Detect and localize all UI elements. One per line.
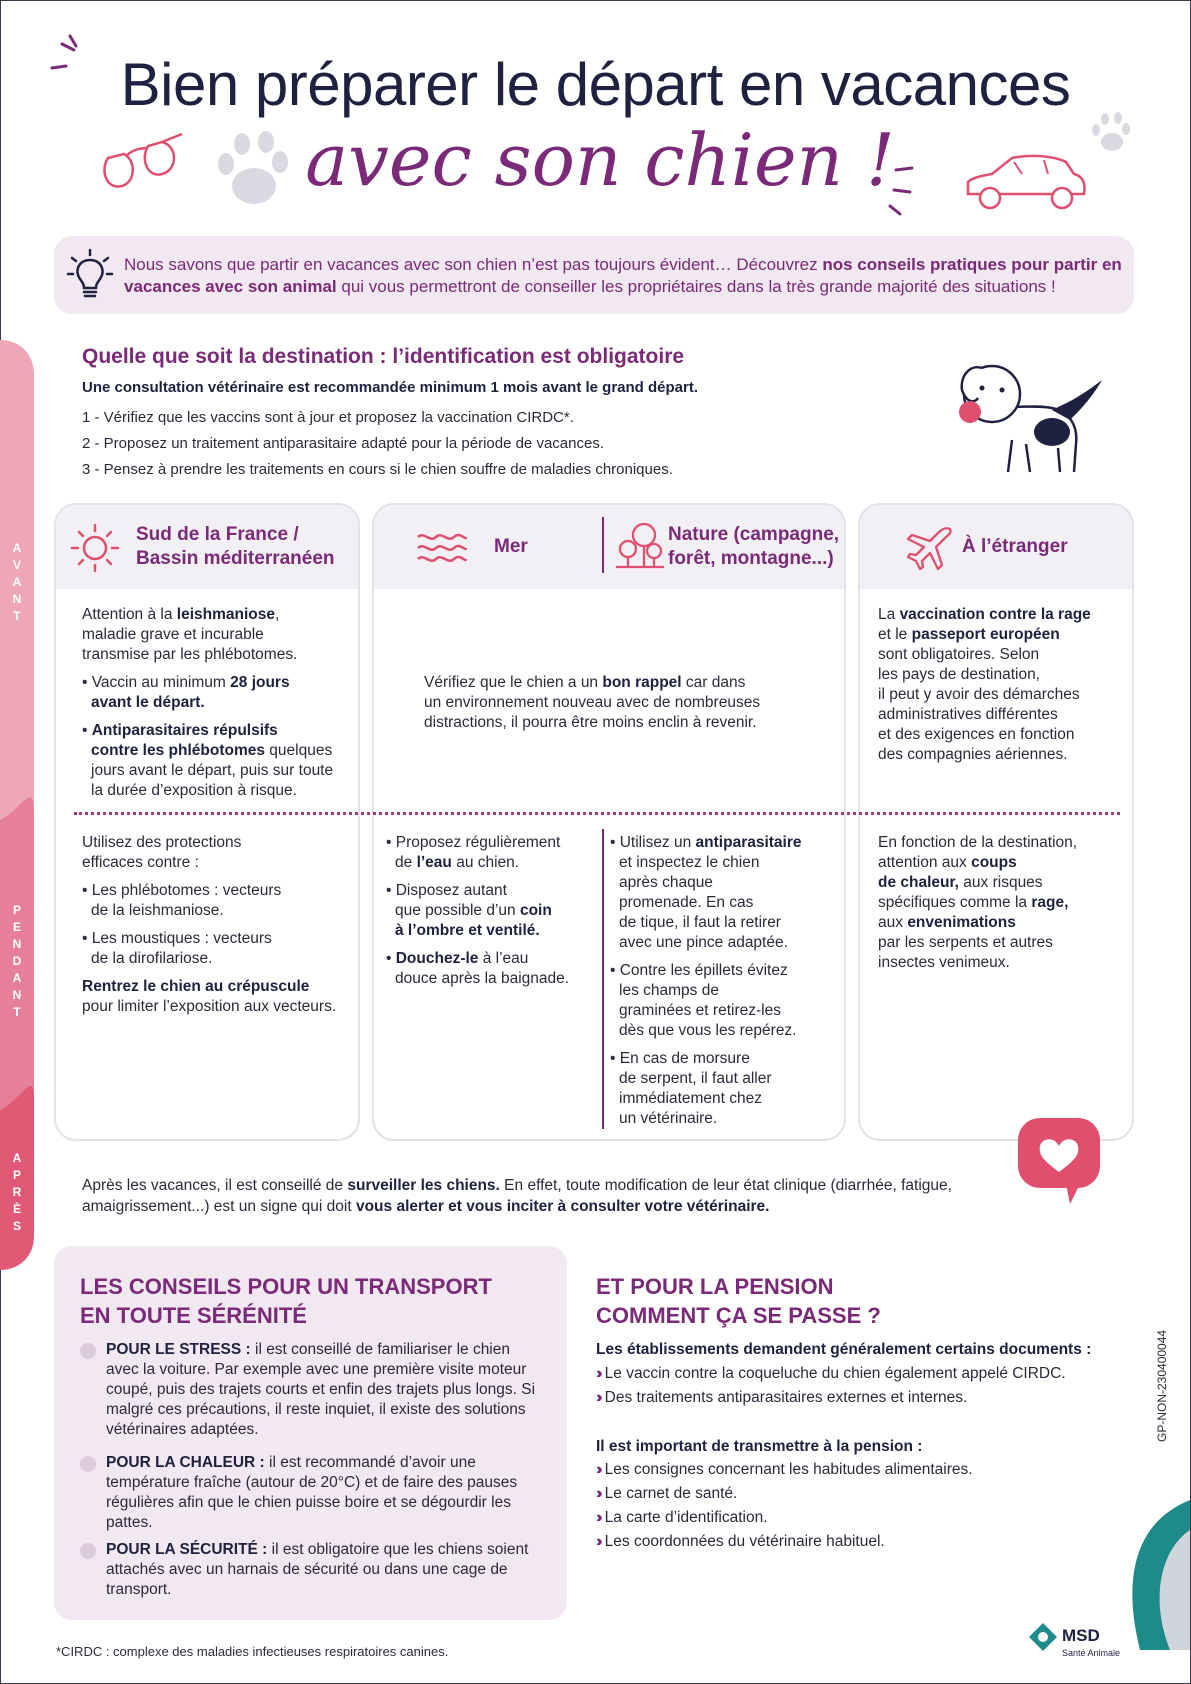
column-etranger	[858, 503, 1134, 1141]
transport-chaleur: POUR LA CHALEUR : il est recommandé d’avoir une température fraîche (autour de 20°C) et de faire des pauses régulières afin que le chien puisse boire et se dégourdir les pattes.	[106, 1454, 518, 1531]
heart-bubble-icon	[1016, 1116, 1102, 1206]
footnote: *CIRDC : complexe des maladies infectieuses respiratoires canines.	[56, 1644, 449, 1659]
transport-securite: POUR LA SÉCURITÉ : il est obligatoire que les chiens soient attachés avec un harnais de sécurité ou dans une cage de transport.	[106, 1541, 529, 1598]
chevron-right-icon: ››	[596, 1509, 599, 1526]
msd-logo-icon	[1028, 1622, 1058, 1652]
lightbulb-icon	[66, 248, 114, 302]
chevron-right-icon: ››	[596, 1461, 599, 1478]
identification-steps	[82, 406, 673, 484]
plane-icon	[906, 525, 954, 571]
paw-icon	[214, 130, 290, 210]
document-code: GP-NON-230400044	[1155, 1329, 1169, 1442]
identification-title: Quelle que soit la destination : l’identification est obligatoire	[82, 345, 685, 368]
intro-text: Nous savons que partir en vacances avec son chien n’est pas toujours évident… Découvrez nos conseils pratiques pour partir en vacances avec son animal qui vous permettront de conseiller les propriétaires dans la très grande majorité des situations !	[124, 255, 1122, 296]
chevron-right-icon: ››	[596, 1365, 599, 1382]
small-paw-icon	[1090, 112, 1130, 156]
transport-stress: POUR LE STRESS : il est conseillé de familiariser le chien avec la voiture. Par exemple avec une première visite moteur coupé, puis des trajets courts et enfin des trajets plus longs. Si malgré ces précautions, il reste inquiet, il existe des solutions vétérinaires adaptées.	[106, 1341, 536, 1438]
sidebar-label-apres: APRÈS	[12, 1151, 22, 1233]
chevron-right-icon: ››	[596, 1533, 599, 1550]
brand-sub: Santé Animale	[1062, 1648, 1121, 1658]
timeline-sidebar	[0, 340, 34, 1270]
pension-transmit-label: Il est important de transmettre à la pension :	[596, 1438, 923, 1455]
sud-avant-text: Attention à la leishmaniose, maladie grave et incurable transmise par les phlébotomes. • Vaccin au minimum 28 jours avant le départ. • Antiparasitaires répulsifs contre les phlébotomes quelques jours avant le départ, puis sur toute la durée d’exposition à risque.	[82, 606, 334, 799]
header-divider	[602, 517, 604, 573]
decorative-swoosh	[1110, 1500, 1190, 1650]
glasses-icon	[100, 130, 190, 198]
pension-transmit-item: ›› Le carnet de santé.	[596, 1485, 738, 1502]
column-mer-nature	[372, 503, 846, 1141]
transport-box	[54, 1246, 567, 1620]
pension-doc-item: ›› Des traitements antiparasitaires externes et internes.	[596, 1389, 968, 1406]
waves-icon	[416, 531, 468, 565]
pension-docs-label: Les établissements demandent généralement certains documents :	[596, 1341, 1092, 1358]
pension-transmit-item: ›› Les coordonnées du vétérinaire habituel.	[596, 1533, 885, 1550]
pension-title: ET POUR LA PENSION COMMENT ÇA SE PASSE ?	[596, 1274, 881, 1328]
column-mer-title: Mer	[494, 536, 528, 557]
trees-icon	[614, 519, 666, 575]
page-title: Bien préparer le départ en vacances	[120, 51, 1071, 118]
column-etranger-title: À l’étranger	[962, 536, 1068, 557]
avant-pendant-separator	[74, 812, 1120, 815]
identification-subtitle: Une consultation vétérinaire est recommandée minimum 1 mois avant le grand départ.	[82, 379, 699, 396]
mer-nature-avant-text: Vérifiez que le chien a un bon rappel car dans un environnement nouveau avec de nombreuses distractions, il pourra être moins enclin à revenir.	[424, 674, 761, 731]
etranger-avant-text: La vaccination contre la rage et le passeport européen sont obligatoires. Selon les pays de destination, il peut y avoir des démarches administratives différentes et des exigences en fonction des compagnies aériennes.	[878, 606, 1091, 763]
sparkle-left-icon	[50, 30, 90, 76]
dog-illustration	[952, 360, 1102, 480]
step-1: 1 - Vérifiez que les vaccins sont à jour et proposez la vaccination CIRDC*.	[82, 409, 574, 426]
transport-title: LES CONSEILS POUR UN TRANSPORT EN TOUTE SÉRÉNITÉ	[80, 1274, 492, 1328]
pendant-divider	[602, 829, 604, 1129]
after-vacation-text: Après les vacances, il est conseillé de surveiller les chiens. En effet, toute modification de leur état clinique (diarrhée, fatigue, amaigrissement...) est un signe qui doit vous alerter et vous inciter à consulter votre vétérinaire.	[82, 1177, 952, 1215]
step-2: 2 - Proposez un traitement antiparasitaire adapté pour la période de vacances.	[82, 435, 604, 452]
bullet-dot	[80, 1343, 96, 1359]
sidebar-label-pendant: PENDANT	[12, 903, 22, 1019]
sidebar-label-avant: AVANT	[12, 541, 22, 623]
chevron-right-icon: ››	[596, 1389, 599, 1406]
pension-transmit-item: ›› Les consignes concernant les habitudes alimentaires.	[596, 1461, 973, 1478]
column-nature-title: Nature (campagne, forêt, montagne...)	[668, 524, 840, 569]
column-sud-title: Sud de la France / Bassin méditerranéen	[136, 524, 335, 569]
intro-banner	[54, 236, 1134, 314]
car-icon	[962, 150, 1090, 214]
nature-pendant-text: • Utilisez un antiparasitaire et inspectez le chien après chaque promenade. En cas de tique, il faut la retirer avec une pince adaptée. • Contre les épillets évitez les champs de graminées et retirez-les dès que vous les repérez. • En cas de morsure de serpent, il faut aller immédiatement chez un vétérinaire.	[610, 834, 802, 1127]
chevron-right-icon: ››	[596, 1485, 599, 1502]
pension-doc-item: ›› Le vaccin contre la coqueluche du chien également appelé CIRDC.	[596, 1365, 1066, 1382]
brand-name: MSD	[1062, 1626, 1100, 1645]
sud-pendant-text: Utilisez des protections efficaces contre : • Les phlébotomes : vecteurs de la leishmaniose. • Les moustiques : vecteurs de la dirofilariose. Rentrez le chien au crépuscule pour limiter l’exposition aux vecteurs.	[82, 834, 337, 1015]
pension-transmit-item: ›› La carte d’identification.	[596, 1509, 768, 1526]
column-sud	[54, 503, 360, 1141]
mer-pendant-text: • Proposez régulièrement de l’eau au chien. • Disposez autant que possible d’un coin à l’ombre et ventilé. • Douchez-le à l’eau douce après la baignade.	[386, 834, 570, 987]
bullet-dot	[80, 1543, 96, 1559]
bullet-dot	[80, 1456, 96, 1472]
step-3: 3 - Pensez à prendre les traitements en cours si le chien souffre de maladies chroniques.	[82, 461, 673, 478]
sparkle-right-icon	[886, 164, 922, 216]
etranger-pendant-text: En fonction de la destination, attention aux coups de chaleur, aux risques spécifiques comme la rage, aux envenimations par les serpents et autres insectes venimeux.	[878, 834, 1078, 971]
page-subtitle: avec son chien !	[305, 118, 895, 202]
sun-icon	[70, 523, 120, 573]
